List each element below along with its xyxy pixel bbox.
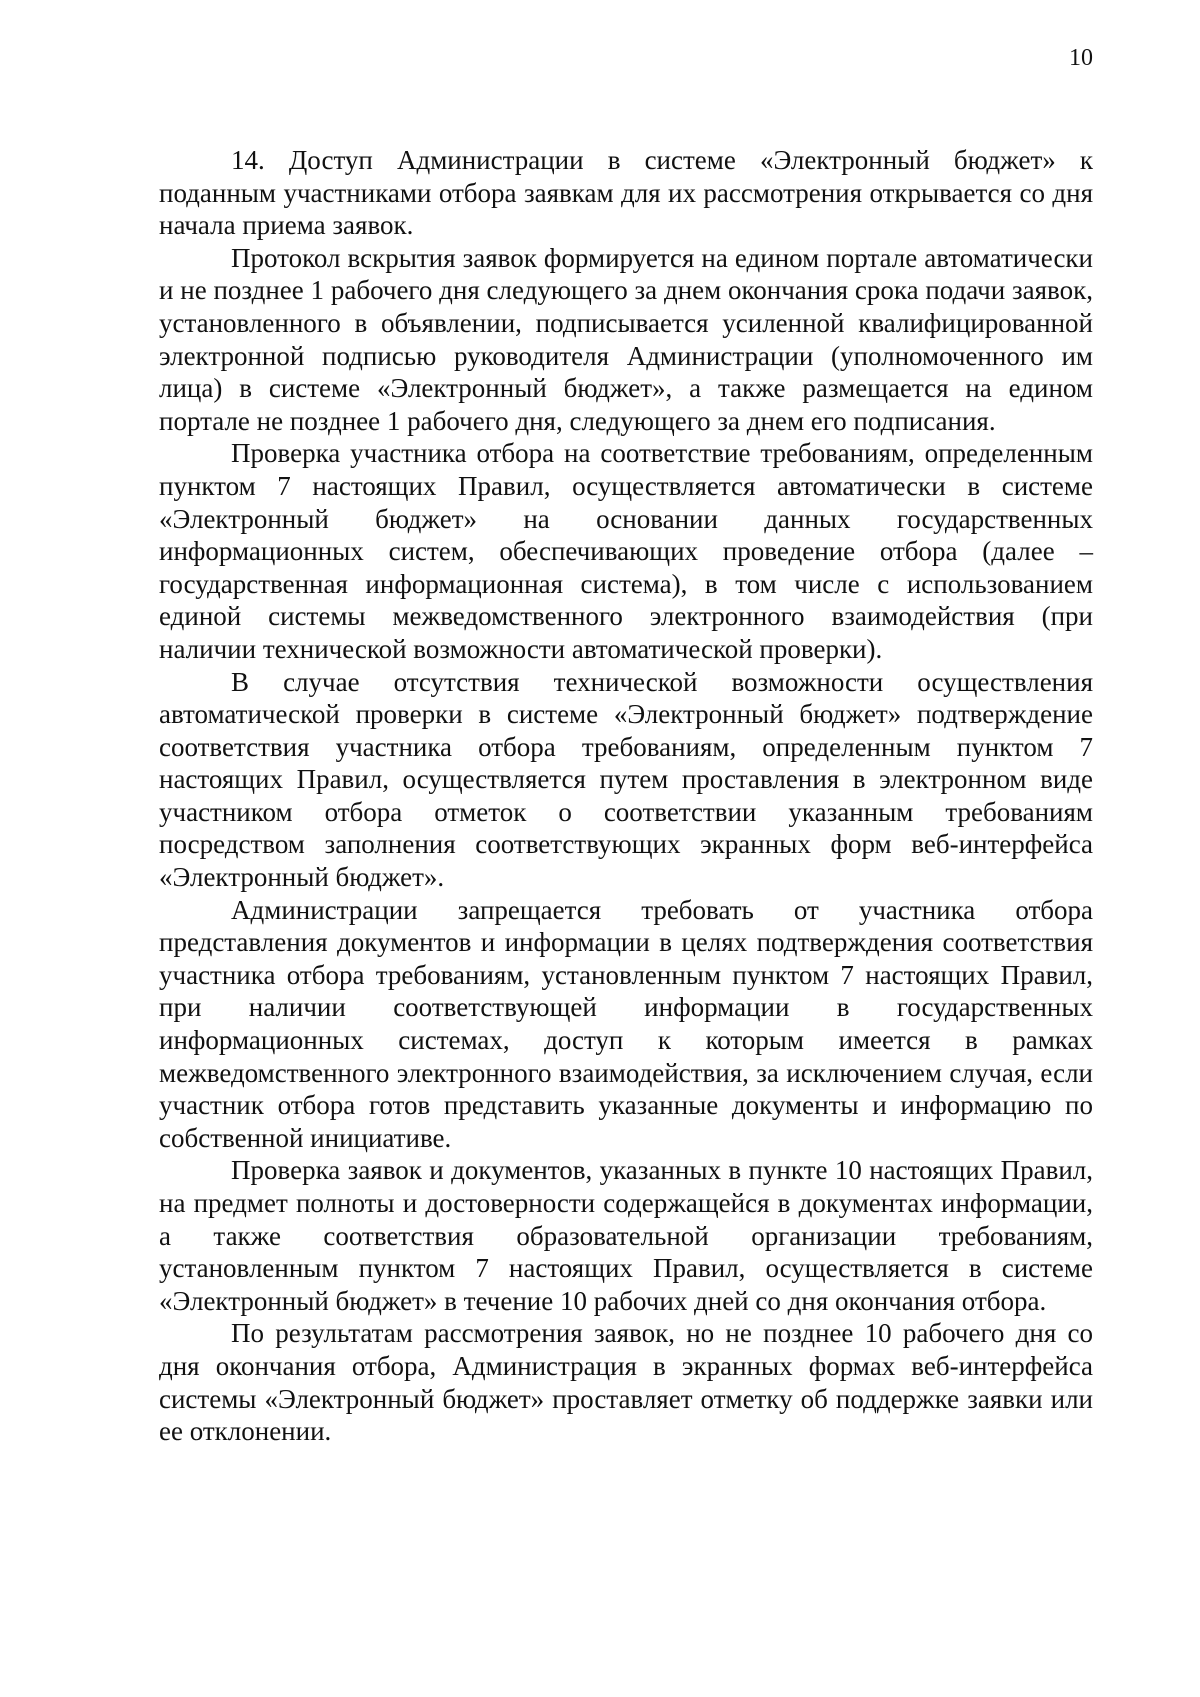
paragraph-14-access: 14. Доступ Администрации в системе «Электронный бюджет» к поданным участниками отбора заявкам для их рассмотрения открывается со дня начала приема заявок. <box>159 145 1093 241</box>
document-body <box>159 144 1093 1448</box>
paragraph-application-review: Проверка заявок и документов, указанных в пункте 10 настоящих Правил, на предмет полноты и достоверности содержащейся в документах информации, а также соответствия образовательной организации требованиям, установленным пунктом 7 настоящих Правил, осуществляется в системе «Электронный бюджет» в течение 10 рабочих дней со дня окончания отбора. <box>159 1155 1093 1316</box>
paragraph-automatic-check: Проверка участника отбора на соответствие требованиям, определенным пунктом 7 настоящих Правил, осуществляется автоматически в системе «Электронный бюджет» на основании данных государственных информационных систем, обеспечивающих проведение отбора (далее – государственная информационная система), в том числе с использованием единой системы межведомственного электронного взаимодействия (при наличии технической возможности автоматической проверки). <box>159 438 1093 664</box>
paragraph-manual-confirmation: В случае отсутствия технической возможности осуществления автоматической проверки в системе «Электронный бюджет» подтверждение соответствия участника отбора требованиям, определенным пунктом 7 настоящих Правил, осуществляется путем проставления в электронном виде участником отбора отметок о соответствии указанным требованиям посредством заполнения соответствующих экранных форм веб-интерфейса «Электронный бюджет». <box>159 666 1093 893</box>
paragraph-opening-protocol: Протокол вскрытия заявок формируется на едином портале автоматически и не позднее 1 рабочего дня следующего за днем окончания срока подачи заявок, установленного в объявлении, подписывается усиленной квалифицированной электронной подписью руководителя Администрации (уполномоченного им лица) в системе «Электронный бюджет», а также размещается на едином портале не позднее 1 рабочего дня, следующего за днем его подписания. <box>159 242 1093 436</box>
page-number: 10 <box>1069 45 1093 71</box>
paragraph-document-request-ban: Администрации запрещается требовать от участника отбора представления документов и информации в целях подтверждения соответствия участника отбора требованиям, установленным пунктом 7 настоящих Правил, при наличии соответствующей информации в государственных информационных системах, доступ к которым имеется в рамках межведомственного электронного взаимодействия, за исключением случая, если участник отбора готов представить указанные документы и информацию по собственной инициативе. <box>159 894 1093 1153</box>
paragraph-review-result: По результатам рассмотрения заявок, но не позднее 10 рабочего дня со дня окончания отбора, Администрация в экранных формах веб-интерфейса системы «Электронный бюджет» проставляет отметку об поддержке заявки или ее отклонении. <box>159 1318 1093 1447</box>
